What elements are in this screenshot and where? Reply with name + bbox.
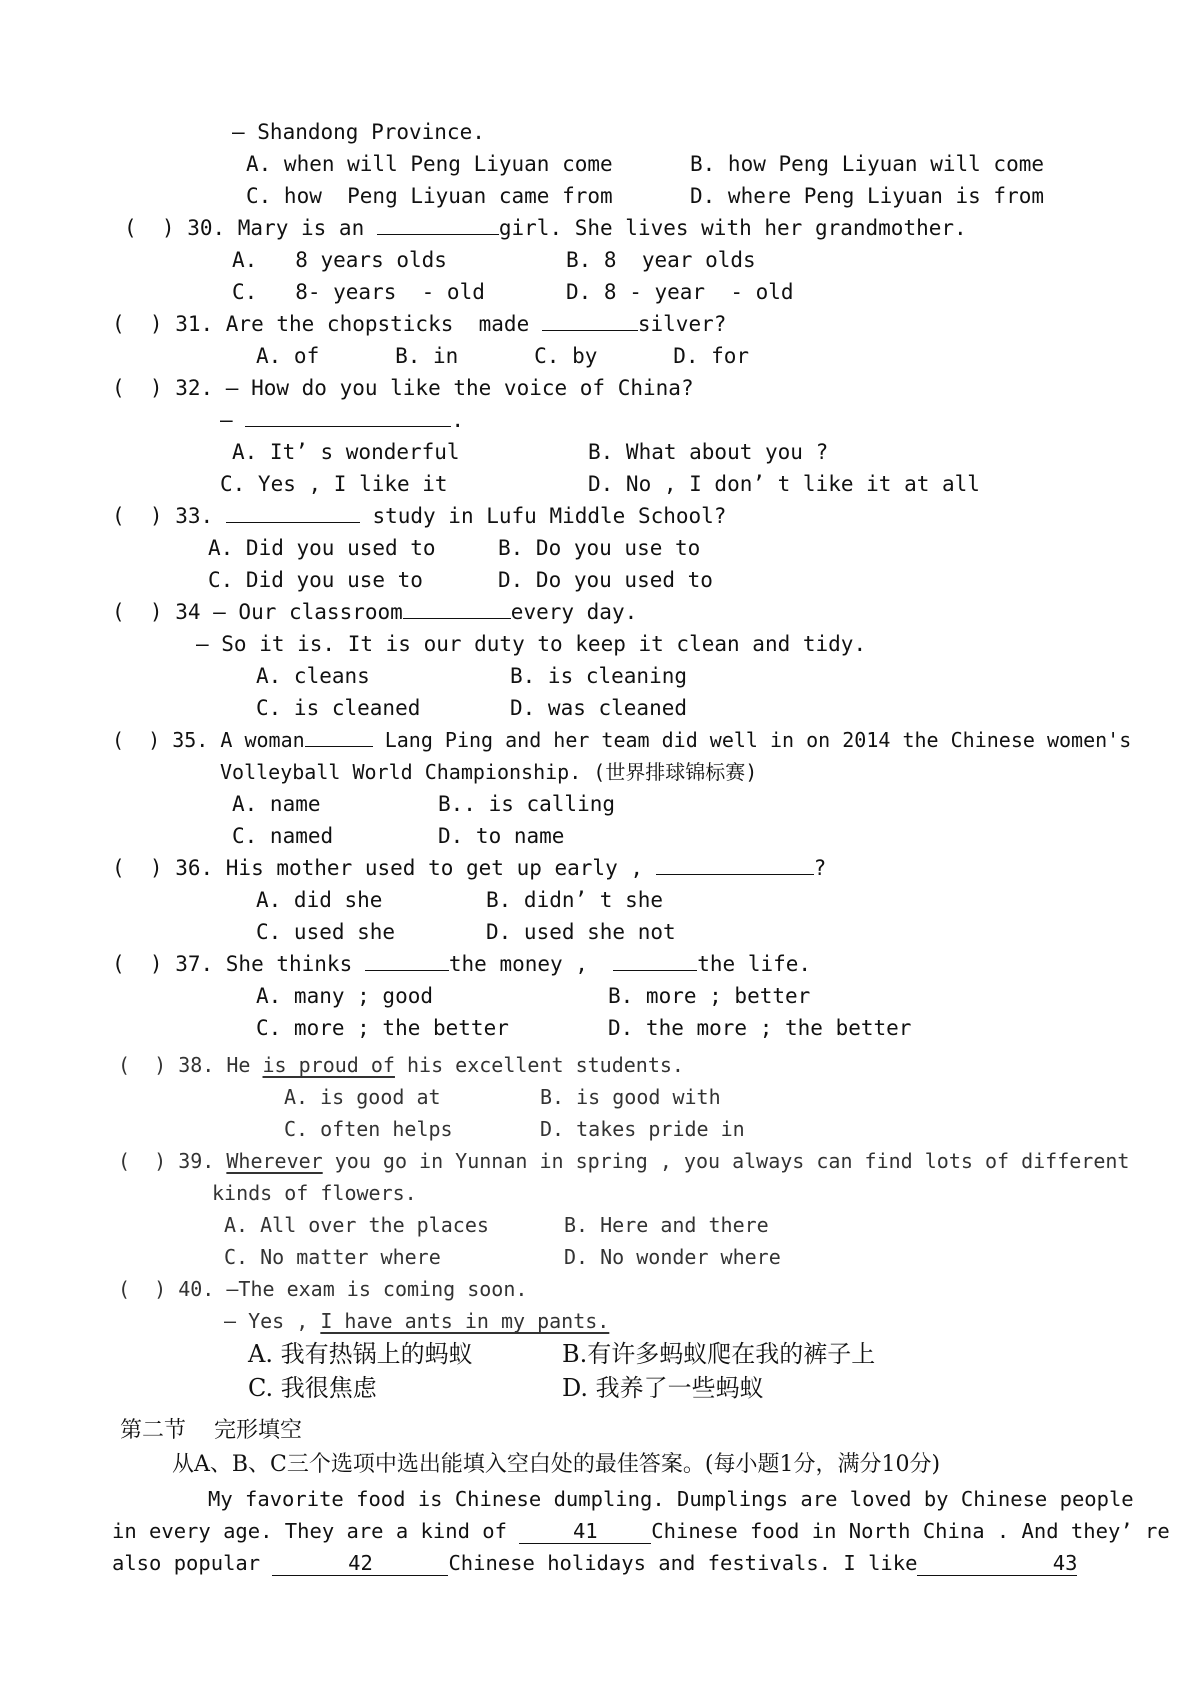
q34-option-a: A. cleans xyxy=(256,664,370,688)
passage-line-2: in every age. They are a kind of 41 Chinese food in North China . And they’ re xyxy=(112,1519,1170,1543)
q29-answer-line: — Shandong Province. xyxy=(232,120,485,144)
q37-option-d: D. the more ; the better xyxy=(608,1016,912,1040)
q37-blank-2 xyxy=(613,970,697,971)
q33-option-c: C. Did you use to xyxy=(208,568,423,592)
q30-option-d: D. 8 - year - old xyxy=(566,280,794,304)
q39-option-c: C. No matter where xyxy=(224,1245,441,1269)
q32-blank xyxy=(245,426,451,427)
q40-reply: — Yes , I have ants in my pants. xyxy=(224,1309,610,1333)
q38-stem: ( ) 38. He is proud of his excellent students. xyxy=(118,1053,684,1077)
q40-option-c: C. 我很焦虑 xyxy=(248,1374,377,1402)
q37-stem: ( ) 37. She thinks the money , the life. xyxy=(112,952,812,976)
q34-option-c: C. is cleaned xyxy=(256,696,421,720)
q36-stem: ( ) 36. His mother used to get up early , ? xyxy=(112,856,827,880)
q39-line2: kinds of flowers. xyxy=(212,1181,417,1205)
cloze-blank-41: 41 xyxy=(519,1519,651,1544)
q30-option-b: B. 8 year olds xyxy=(566,248,756,272)
q34-stem: ( ) 34 — Our classroom every day. xyxy=(112,600,638,624)
passage-line-1: My favorite food is Chinese dumpling. Dumplings are loved by Chinese people xyxy=(208,1487,1134,1511)
section2-instruction: 从A、B、C三个选项中选出能填入空白处的最佳答案。(每小题1分，满分10分) xyxy=(172,1452,941,1477)
cloze-blank-42: 42 xyxy=(272,1551,448,1576)
q35-blank xyxy=(305,746,373,747)
q31-blank xyxy=(542,330,638,331)
q34-blank xyxy=(403,618,511,619)
q39-option-a: A. All over the places xyxy=(224,1213,489,1237)
q36-blank xyxy=(656,874,814,875)
q39-stem: ( ) 39. Wherever you go in Yunnan in spring , you always can find lots of different xyxy=(118,1149,1130,1173)
q30-blank xyxy=(377,234,499,235)
q36-option-c: C. used she xyxy=(256,920,396,944)
q34-reply: — So it is. It is our duty to keep it clean and tidy. xyxy=(196,632,867,656)
section2-heading: 第二节 完形填空 xyxy=(120,1418,302,1443)
q39-underlined-word: Wherever xyxy=(226,1149,323,1173)
q38-underlined-phrase: is proud of xyxy=(262,1053,395,1077)
cloze-blank-43: 43 xyxy=(917,1551,1077,1576)
q36-option-d: D. used she not xyxy=(486,920,676,944)
q33-stem: ( ) 33. study in Lufu Middle School? xyxy=(112,504,727,528)
q40-option-d: D. 我养了一些蚂蚁 xyxy=(562,1374,764,1402)
q29-option-b: B. how Peng Liyuan will come xyxy=(690,152,1045,176)
q31-options: A. of B. in C. by D. for xyxy=(256,344,750,368)
q37-option-a: A. many ; good xyxy=(256,984,434,1008)
q35-option-c: C. named xyxy=(232,824,334,848)
q30-stem: ( ) 30. Mary is an girl. She lives with her grandmother. xyxy=(124,216,967,240)
q38-option-c: C. often helps xyxy=(284,1117,453,1141)
q33-option-a: A. Did you used to xyxy=(208,536,436,560)
q37-blank-1 xyxy=(365,970,449,971)
q35-option-a: A. name xyxy=(232,792,321,816)
q35-stem: ( ) 35. A woman Lang Ping and her team did well in on 2014 the Chinese women's xyxy=(112,728,1132,752)
q30-option-c: C. 8- years - old xyxy=(232,280,485,304)
q30-option-a: A. 8 years olds xyxy=(232,248,447,272)
q33-blank xyxy=(226,522,360,523)
q35-option-d: D. to name xyxy=(438,824,565,848)
q36-option-a: A. did she xyxy=(256,888,383,912)
q40-option-b: B.有许多蚂蚁爬在我的裤子上 xyxy=(562,1340,876,1368)
q33-option-d: D. Do you used to xyxy=(498,568,713,592)
q37-option-c: C. more ; the better xyxy=(256,1016,509,1040)
q39-option-b: B. Here and there xyxy=(564,1213,769,1237)
q34-option-b: B. is cleaning xyxy=(510,664,688,688)
passage-line-3: also popular 42 Chinese holidays and festivals. I like 43 xyxy=(112,1551,1078,1575)
q37-option-b: B. more ; better xyxy=(608,984,811,1008)
q29-option-d: D. where Peng Liyuan is from xyxy=(690,184,1045,208)
q32-option-a: A. It’ s wonderful xyxy=(232,440,460,464)
q35-line2: Volleyball World Championship. (世界排球锦标赛) xyxy=(220,760,758,784)
q33-option-b: B. Do you use to xyxy=(498,536,701,560)
q29-option-a: A. when will Peng Liyuan come xyxy=(246,152,613,176)
q38-option-a: A. is good at xyxy=(284,1085,441,1109)
q40-option-a: A. 我有热锅上的蚂蚁 xyxy=(248,1340,473,1368)
q32-option-c: C. Yes , I like it xyxy=(220,472,448,496)
q38-option-d: D. takes pride in xyxy=(540,1117,745,1141)
q32-reply: — . xyxy=(220,408,464,432)
q40-underlined-phrase: I have ants in my pants. xyxy=(320,1309,610,1333)
q35-option-b: B.. is calling xyxy=(438,792,616,816)
q32-option-d: D. No , I don’ t like it at all xyxy=(588,472,980,496)
q39-option-d: D. No wonder where xyxy=(564,1245,781,1269)
q29-option-c: C. how Peng Liyuan came from xyxy=(246,184,613,208)
q36-option-b: B. didn’ t she xyxy=(486,888,664,912)
q32-option-b: B. What about you ? xyxy=(588,440,829,464)
q32-stem: ( ) 32. — How do you like the voice of China? xyxy=(112,376,694,400)
q34-option-d: D. was cleaned xyxy=(510,696,688,720)
q40-stem: ( ) 40. —The exam is coming soon. xyxy=(118,1277,528,1301)
q38-option-b: B. is good with xyxy=(540,1085,721,1109)
q31-stem: ( ) 31. Are the chopsticks made silver? xyxy=(112,312,727,336)
